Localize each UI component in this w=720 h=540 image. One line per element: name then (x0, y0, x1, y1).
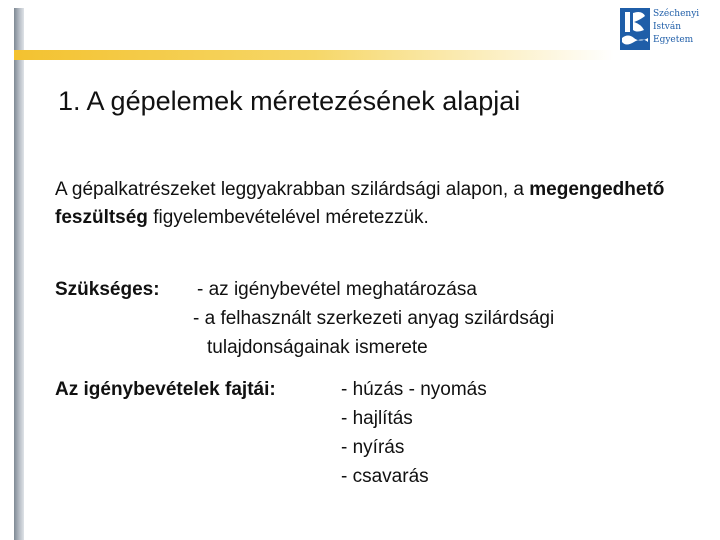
top-highlight-band (14, 50, 614, 60)
load-types-label: Az igénybevételek fajtái: (55, 379, 276, 400)
intro-emphasis: megengedhető feszültség (55, 179, 665, 228)
intro-paragraph (55, 176, 665, 232)
requirements-label: Szükséges: (55, 279, 160, 300)
slide-title: 1. A gépelemek méretezésének alapjai (58, 86, 521, 116)
requirements-block (55, 279, 695, 369)
requirement-item-1: - az igénybevétel meghatározása (197, 279, 477, 300)
load-type-item-1: - húzás - nyomás (341, 379, 487, 400)
left-accent-bar (14, 8, 24, 540)
intro-text-part-1: A gépalkatrészeket leggyakrabban szilárdsági alapon, a (55, 179, 530, 200)
intro-text-part-2: figyelembevételével méretezzük. (147, 207, 429, 228)
load-types-block (55, 379, 695, 499)
university-emblem-icon (620, 8, 650, 50)
requirement-item-2-continuation: tulajdonságainak ismerete (207, 337, 428, 358)
load-type-item-4: - csavarás (341, 466, 429, 487)
load-type-item-3: - nyírás (341, 437, 405, 458)
requirement-item-2: - a felhasznált szerkezeti anyag szilárdsági (193, 308, 555, 329)
logo-text-line-3: Egyetem (653, 35, 694, 45)
load-type-item-2: - hajlítás (341, 408, 413, 429)
university-logo (620, 6, 715, 52)
logo-text-line-1: Széchenyi (653, 9, 700, 19)
logo-text-line-2: István (653, 22, 682, 32)
